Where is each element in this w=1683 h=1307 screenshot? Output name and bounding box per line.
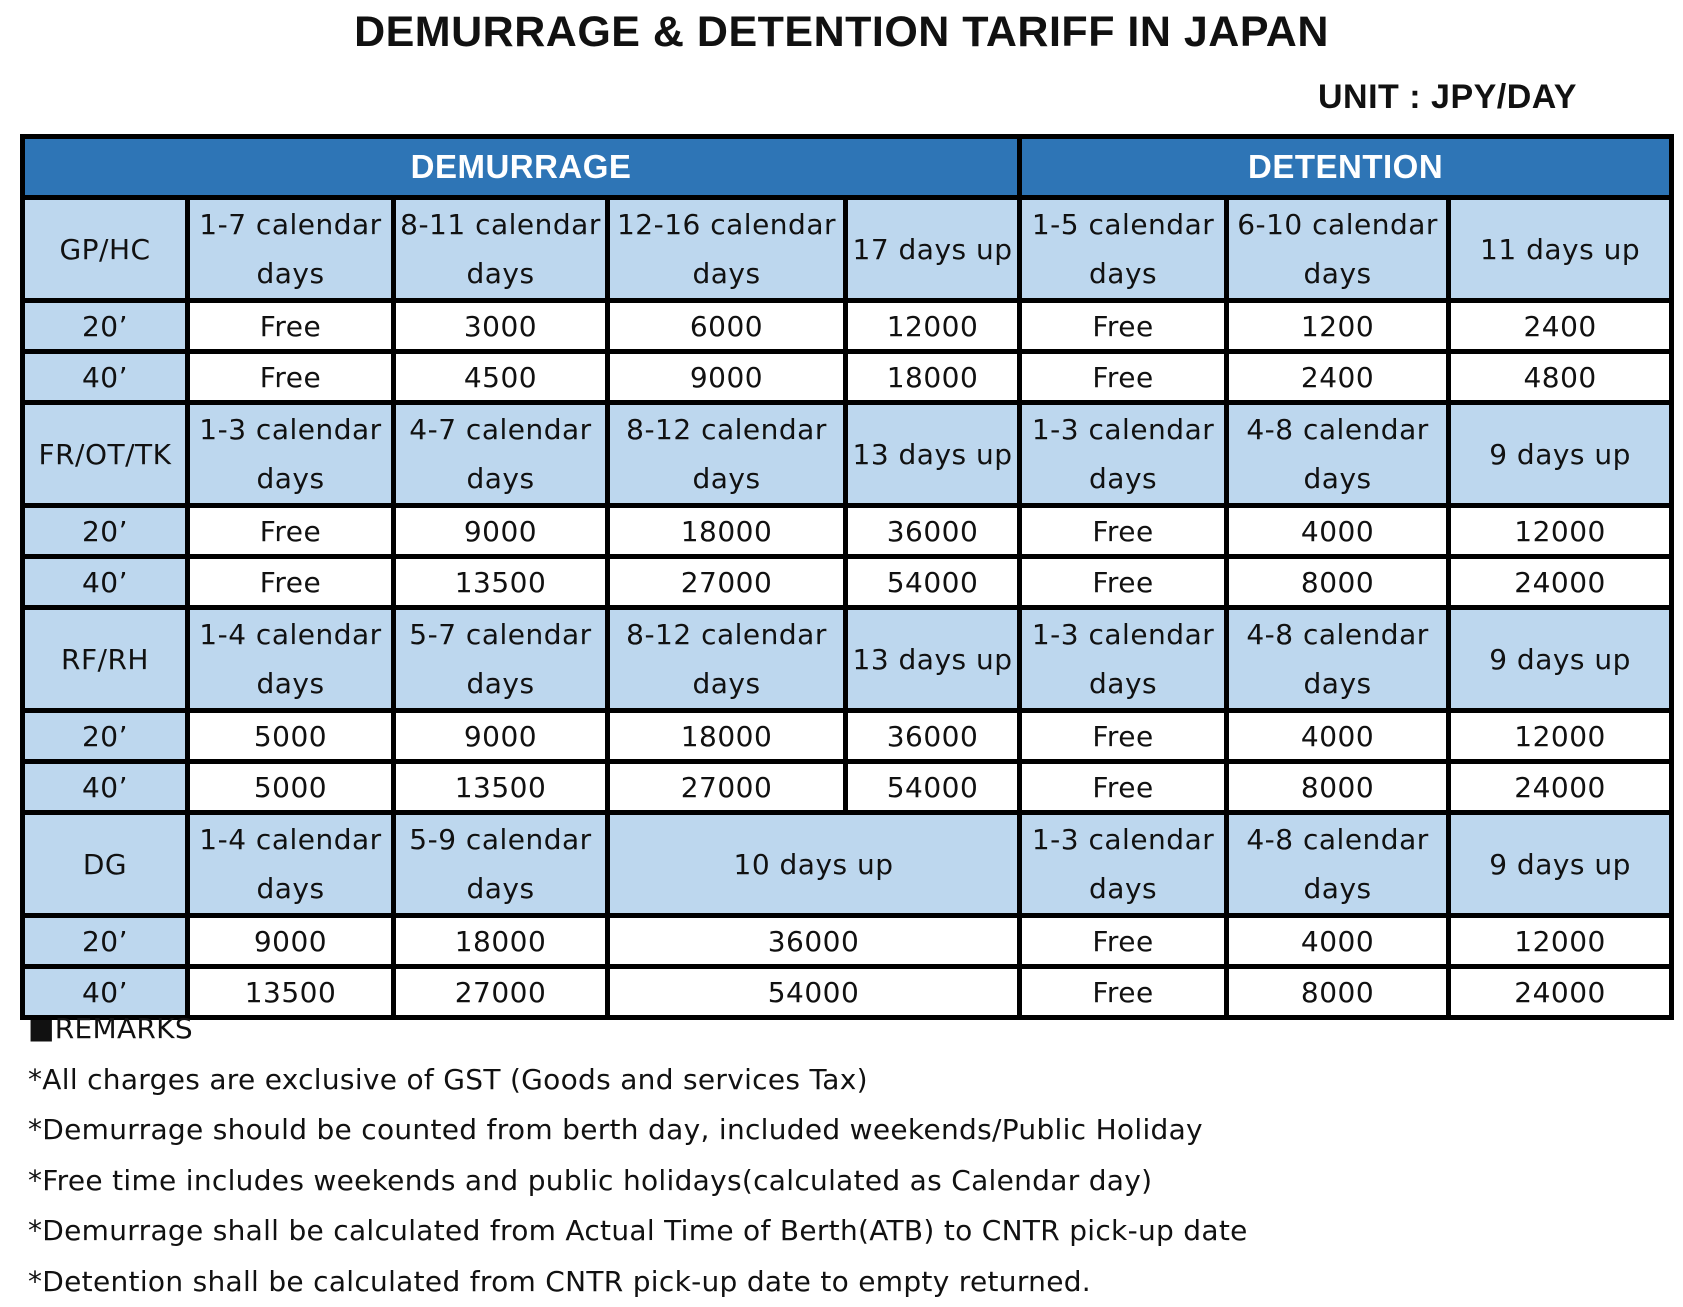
detention-period: 9 days up — [1449, 608, 1672, 711]
demurrage-rate: 36000 — [608, 916, 1020, 967]
table-row — [23, 762, 1672, 813]
detention-rate: 12000 — [1449, 711, 1672, 762]
detention-period: 1-3 calendar days — [1020, 608, 1227, 711]
demurrage-period: 1-4 calendar days — [188, 608, 394, 711]
table-row — [23, 301, 1672, 352]
group-header-row — [23, 198, 1672, 301]
container-size-label: 20’ — [23, 506, 188, 557]
demurrage-period: 4-7 calendar days — [394, 403, 608, 506]
demurrage-period: 8-12 calendar days — [608, 608, 846, 711]
section-header-row — [23, 137, 1672, 198]
detention-rate: 24000 — [1449, 762, 1672, 813]
container-type-label: DG — [23, 813, 188, 916]
demurrage-period: 13 days up — [846, 403, 1020, 506]
remarks-heading: ■REMARKS — [28, 1004, 1248, 1055]
remark-item: *All charges are exclusive of GST (Goods and services Tax) — [28, 1055, 1248, 1106]
detention-period: 1-5 calendar days — [1020, 198, 1227, 301]
container-type-label: GP/HC — [23, 198, 188, 301]
detention-rate: Free — [1020, 711, 1227, 762]
container-size-label: 40’ — [23, 557, 188, 608]
detention-rate: Free — [1020, 916, 1227, 967]
detention-period: 4-8 calendar days — [1227, 813, 1449, 916]
remark-item: *Demurrage should be counted from berth day, included weekends/Public Holiday — [28, 1105, 1248, 1156]
group-header-row — [23, 813, 1672, 916]
container-type-label: RF/RH — [23, 608, 188, 711]
demurrage-rate: 9000 — [394, 506, 608, 557]
demurrage-period: 12-16 calendar days — [608, 198, 846, 301]
detention-rate: 8000 — [1227, 557, 1449, 608]
unit-label: UNIT : JPY/DAY — [1318, 78, 1577, 117]
demurrage-rate: 5000 — [188, 762, 394, 813]
remark-item: *Detention shall be calculated from CNTR pick-up date to empty returned. — [28, 1257, 1248, 1307]
demurrage-rate: 54000 — [846, 557, 1020, 608]
detention-period: 11 days up — [1449, 198, 1672, 301]
remarks-section — [28, 1004, 1248, 1307]
detention-period: 6-10 calendar days — [1227, 198, 1449, 301]
demurrage-period: 5-9 calendar days — [394, 813, 608, 916]
detention-rate: Free — [1020, 557, 1227, 608]
demurrage-period: 1-4 calendar days — [188, 813, 394, 916]
demurrage-period: 5-7 calendar days — [394, 608, 608, 711]
detention-section-header: DETENTION — [1020, 137, 1672, 198]
detention-period: 1-3 calendar days — [1020, 813, 1227, 916]
demurrage-rate: Free — [188, 301, 394, 352]
detention-period: 1-3 calendar days — [1020, 403, 1227, 506]
detention-rate: 24000 — [1449, 967, 1672, 1018]
demurrage-rate: 3000 — [394, 301, 608, 352]
demurrage-period: 13 days up — [846, 608, 1020, 711]
detention-rate: 24000 — [1449, 557, 1672, 608]
demurrage-rate: 6000 — [608, 301, 846, 352]
detention-rate: 2400 — [1449, 301, 1672, 352]
detention-rate: Free — [1020, 967, 1227, 1018]
demurrage-rate: 36000 — [846, 506, 1020, 557]
detention-rate: 4000 — [1227, 711, 1449, 762]
table-row — [23, 506, 1672, 557]
detention-rate: 8000 — [1227, 762, 1449, 813]
demurrage-rate: 54000 — [608, 967, 1020, 1018]
group-header-row — [23, 608, 1672, 711]
detention-rate: 4000 — [1227, 916, 1449, 967]
table-row — [23, 352, 1672, 403]
demurrage-rate: 18000 — [608, 506, 846, 557]
demurrage-rate: 18000 — [608, 711, 846, 762]
page-title: DEMURRAGE & DETENTION TARIFF IN JAPAN — [0, 8, 1683, 57]
demurrage-rate: 13500 — [188, 967, 394, 1018]
demurrage-rate: 27000 — [394, 967, 608, 1018]
demurrage-rate: 12000 — [846, 301, 1020, 352]
container-type-label: FR/OT/TK — [23, 403, 188, 506]
demurrage-rate: 27000 — [608, 762, 846, 813]
detention-rate: 8000 — [1227, 967, 1449, 1018]
demurrage-rate: Free — [188, 557, 394, 608]
demurrage-period: 8-11 calendar days — [394, 198, 608, 301]
detention-rate: 4000 — [1227, 506, 1449, 557]
container-size-label: 20’ — [23, 711, 188, 762]
table-row — [23, 711, 1672, 762]
container-size-label: 20’ — [23, 916, 188, 967]
container-size-label: 40’ — [23, 967, 188, 1018]
detention-period: 9 days up — [1449, 403, 1672, 506]
demurrage-period: 10 days up — [608, 813, 1020, 916]
demurrage-rate: 18000 — [394, 916, 608, 967]
detention-rate: 4800 — [1449, 352, 1672, 403]
demurrage-rate: 13500 — [394, 557, 608, 608]
detention-period: 4-8 calendar days — [1227, 608, 1449, 711]
detention-rate: Free — [1020, 762, 1227, 813]
detention-rate: 2400 — [1227, 352, 1449, 403]
demurrage-rate: 18000 — [846, 352, 1020, 403]
demurrage-period: 8-12 calendar days — [608, 403, 846, 506]
demurrage-period: 1-3 calendar days — [188, 403, 394, 506]
detention-rate: Free — [1020, 506, 1227, 557]
table-row — [23, 916, 1672, 967]
group-header-row — [23, 403, 1672, 506]
demurrage-rate: 5000 — [188, 711, 394, 762]
demurrage-rate: 36000 — [846, 711, 1020, 762]
demurrage-rate: Free — [188, 352, 394, 403]
remark-item: *Free time includes weekends and public holidays(calculated as Calendar day) — [28, 1156, 1248, 1207]
demurrage-rate: 9000 — [608, 352, 846, 403]
demurrage-rate: 27000 — [608, 557, 846, 608]
tariff-table — [20, 134, 1674, 1020]
detention-rate: 1200 — [1227, 301, 1449, 352]
detention-rate: 12000 — [1449, 916, 1672, 967]
demurrage-rate: Free — [188, 506, 394, 557]
container-size-label: 40’ — [23, 352, 188, 403]
table-row — [23, 557, 1672, 608]
demurrage-period: 17 days up — [846, 198, 1020, 301]
demurrage-rate: 9000 — [188, 916, 394, 967]
demurrage-rate: 13500 — [394, 762, 608, 813]
demurrage-rate: 9000 — [394, 711, 608, 762]
detention-period: 4-8 calendar days — [1227, 403, 1449, 506]
remark-item: *Demurrage shall be calculated from Actual Time of Berth(ATB) to CNTR pick-up date — [28, 1206, 1248, 1257]
demurrage-period: 1-7 calendar days — [188, 198, 394, 301]
container-size-label: 40’ — [23, 762, 188, 813]
detention-rate: Free — [1020, 301, 1227, 352]
demurrage-rate: 54000 — [846, 762, 1020, 813]
detention-rate: Free — [1020, 352, 1227, 403]
container-size-label: 20’ — [23, 301, 188, 352]
demurrage-rate: 4500 — [394, 352, 608, 403]
demurrage-section-header: DEMURRAGE — [23, 137, 1020, 198]
detention-rate: 12000 — [1449, 506, 1672, 557]
detention-period: 9 days up — [1449, 813, 1672, 916]
